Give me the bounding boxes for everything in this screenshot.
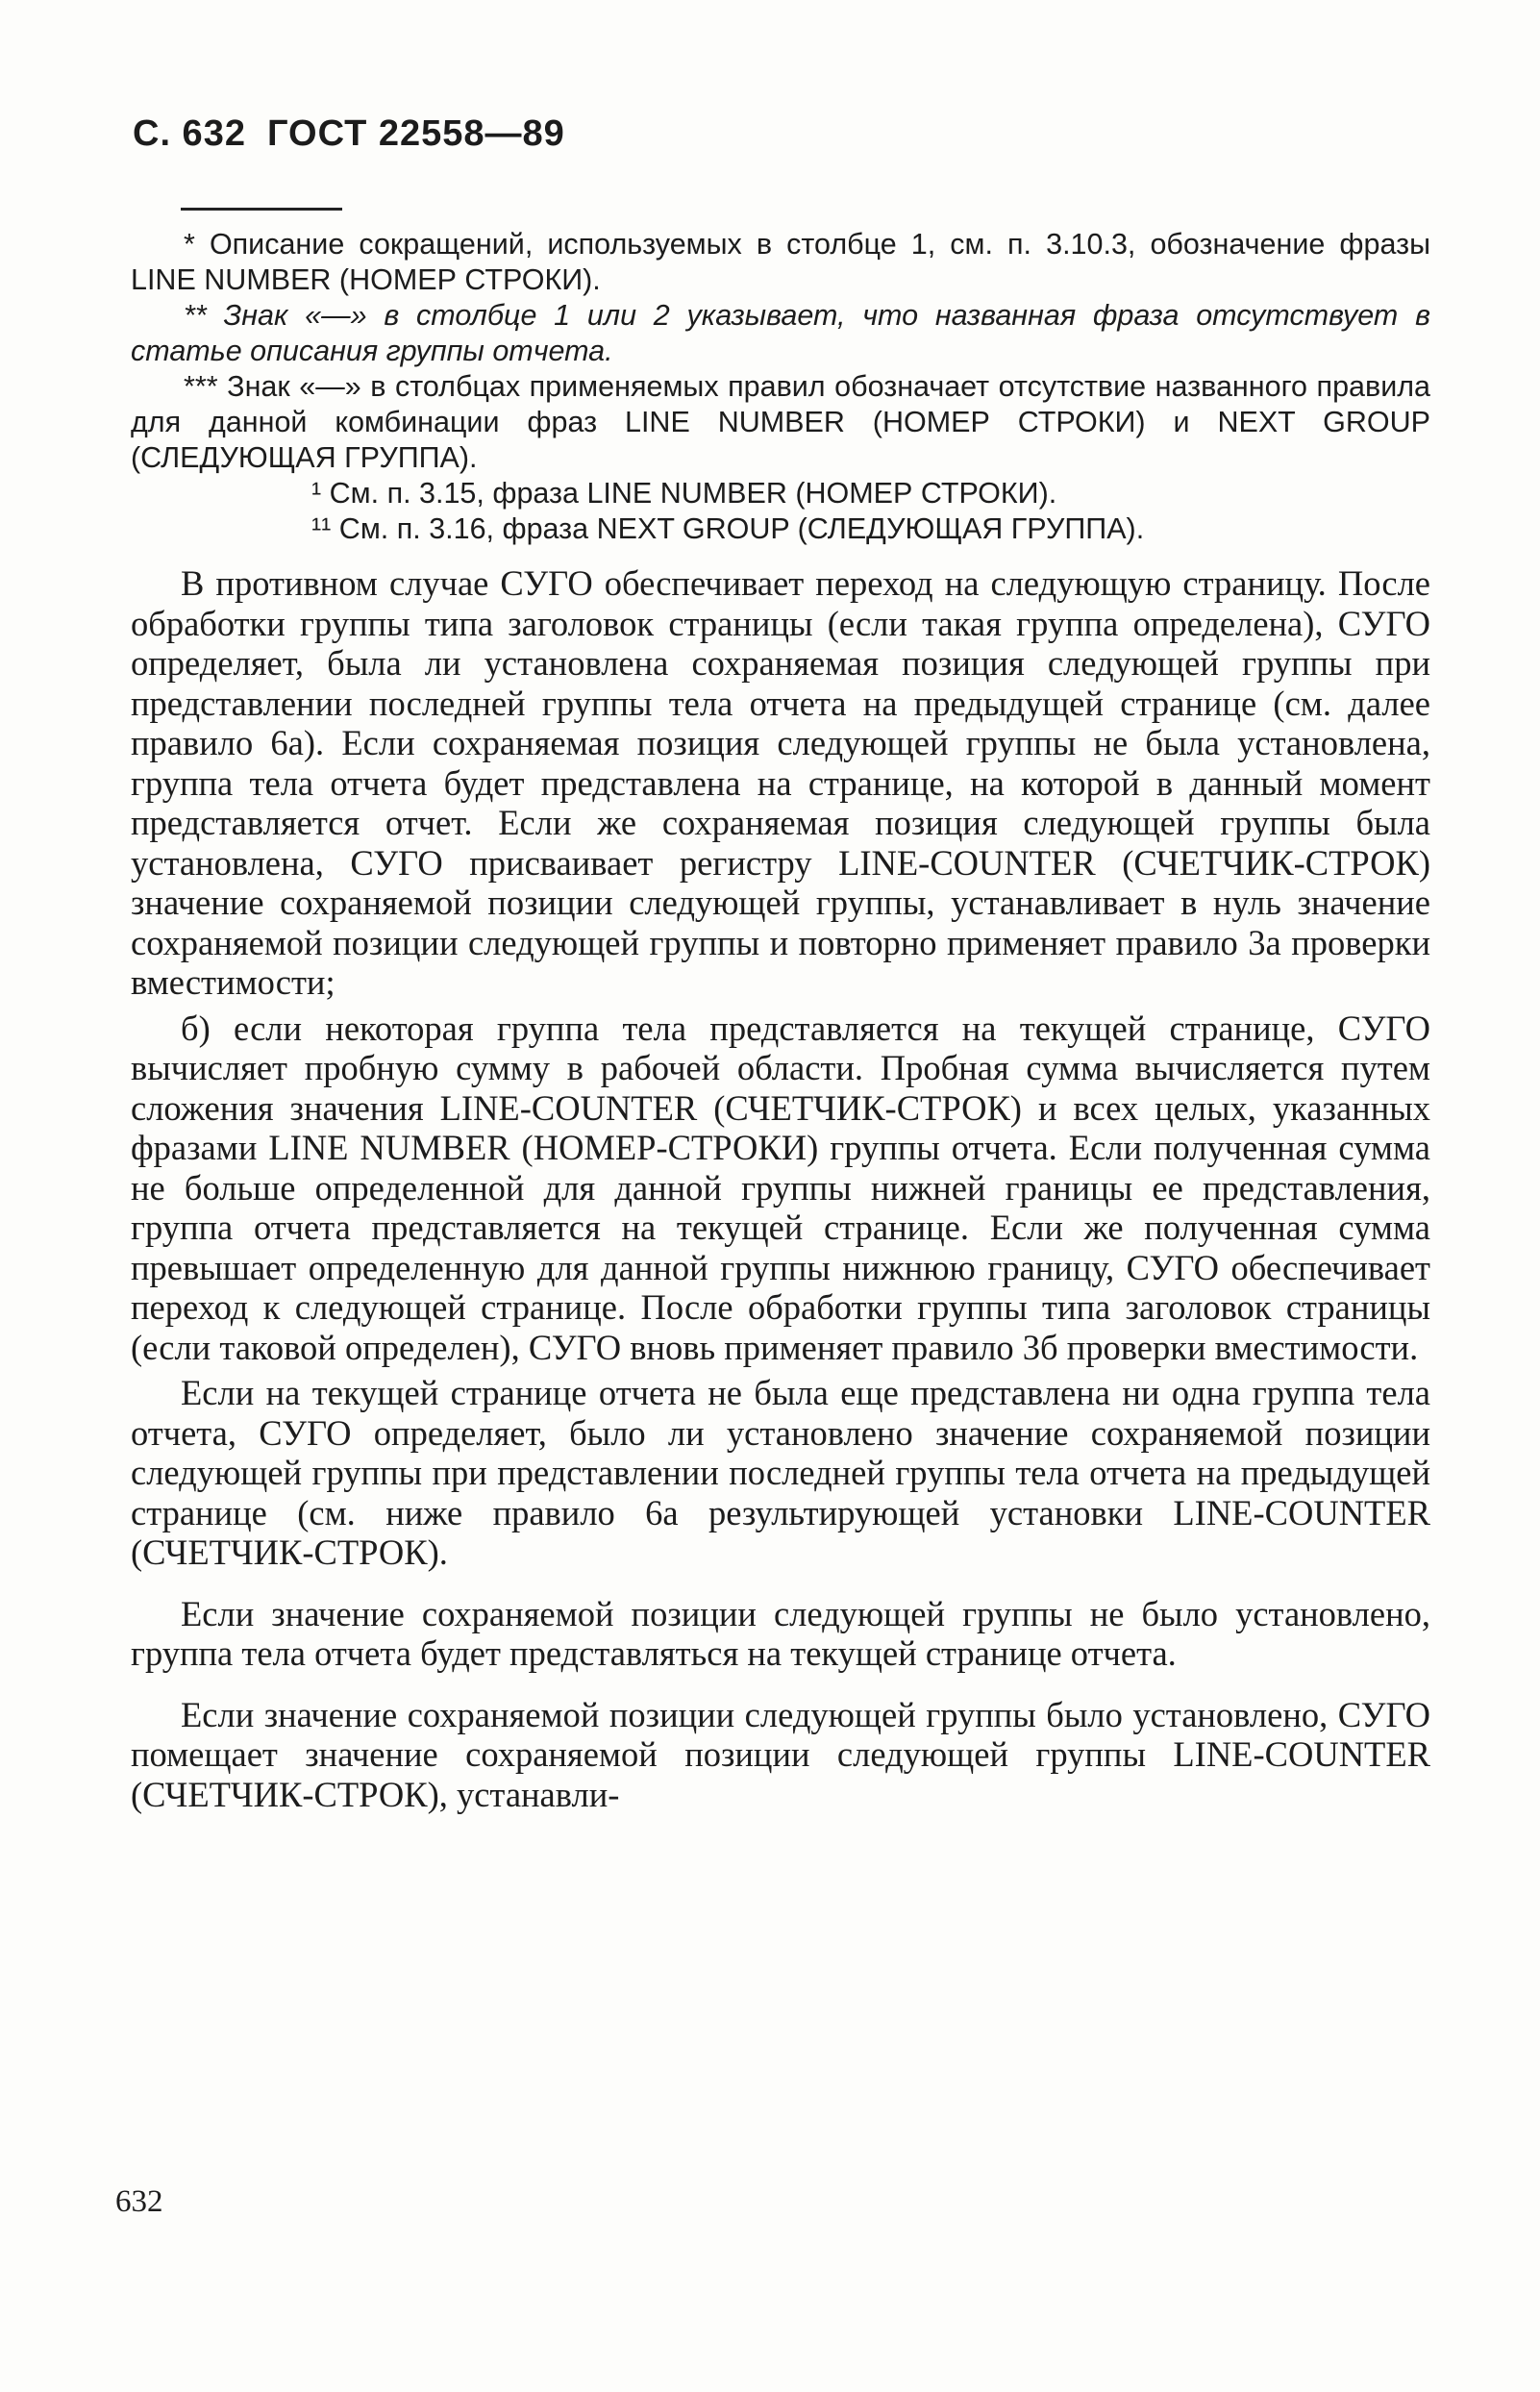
footnotes: [131, 227, 1430, 547]
footnote-3: *** Знак «—» в столбцах применяемых правил обозначает отсутствие названного правила для данной комбинации фраз LINE NUMBER (НОМЕР СТРОКИ) и NEXT GROUP (СЛЕДУЮЩАЯ ГРУППА).: [131, 370, 1430, 474]
page-number: 632: [115, 2184, 163, 2219]
footnote-2: ** Знак «—» в столбце 1 или 2 указывает, что названная фраза отсутствует в статье описания группы отчета.: [131, 299, 1430, 367]
paragraph: В противном случае СУГО обеспечивает переход на следующую страницу. После обработки группы типа заголовок страницы (если такая группа определена), СУГО определяет, была ли установлена сохраняемая позиция следующей группы при представлении последней группы тела отчета на предыдущей странице (см. далее правило 6а). Если сохраняемая позиция следующей группы не была установлена, группа тела отчета будет представлена на странице, на которой в данный момент представляется отчет. Если же сохраняемая позиция следующей группы была установлена, СУГО присваивает регистру LINE-COUNTER (СЧЕТЧИК-СТРОК) значение сохраняемой позиции следующей группы, устанавливает в нуль значение сохраняемой позиции следующей группы и повторно применяет правило 3а проверки вместимости;: [131, 563, 1430, 1002]
paragraph: Если на текущей странице отчета не была еще представлена ни одна группа тела отчета, СУГО определяет, было ли установлено значение сохраняемой позиции следующей группы при представлении последней группы тела отчета на предыдущей странице (см. ниже правило 6а результирующей установки LINE-COUNTER (СЧЕТЧИК-СТРОК).: [131, 1373, 1430, 1572]
paragraph: б) если некоторая группа тела представляется на текущей странице, СУГО вычисляет пробную сумму в рабочей области. Пробная сумма вычисляется путем сложения значения LINE-COUNTER (СЧЕТЧИК-СТРОК) и всех целых, указанных фразами LINE NUMBER (НОМЕР-СТРОКИ) группы отчета. Если полученная сумма не больше определенной для данной группы нижней границы ее представления, группа отчета представляется на текущей странице. Если же полученная сумма превышает определенную для данной группы нижнюю границу, СУГО обеспечивает переход к следующей странице. После обработки группы типа заголовок страницы (если таковой определен), СУГО вновь применяет правило 3б проверки вместимости.: [131, 1008, 1430, 1367]
footnote-ref-1: ¹ См. п. 3.15, фраза LINE NUMBER (НОМЕР СТРОКИ).: [311, 477, 1057, 510]
footnote-1: * Описание сокращений, используемых в столбце 1, см. п. 3.10.3, обозначение фразы LINE NUMBER (НОМЕР СТРОКИ).: [131, 228, 1430, 296]
page-prefix: С. 632: [133, 113, 246, 154]
footnote-divider: [181, 208, 342, 211]
standard-title: ГОСТ 22558—89: [266, 113, 565, 154]
body-text: [131, 563, 1430, 1814]
page-header: [133, 113, 586, 155]
footnote-ref-2: ¹¹ См. п. 3.16, фраза NEXT GROUP (СЛЕДУЮЩАЯ ГРУППА).: [311, 512, 1145, 545]
paragraph: Если значение сохраняемой позиции следующей группы не было установлено, группа тела отчета будет представляться на текущей странице отчета.: [131, 1593, 1430, 1673]
paragraph: Если значение сохраняемой позиции следующей группы было установлено, СУГО помещает значение сохраняемой позиции следующей группы LINE-COUNTER (СЧЕТЧИК-СТРОК), устанавли-: [131, 1694, 1430, 1814]
